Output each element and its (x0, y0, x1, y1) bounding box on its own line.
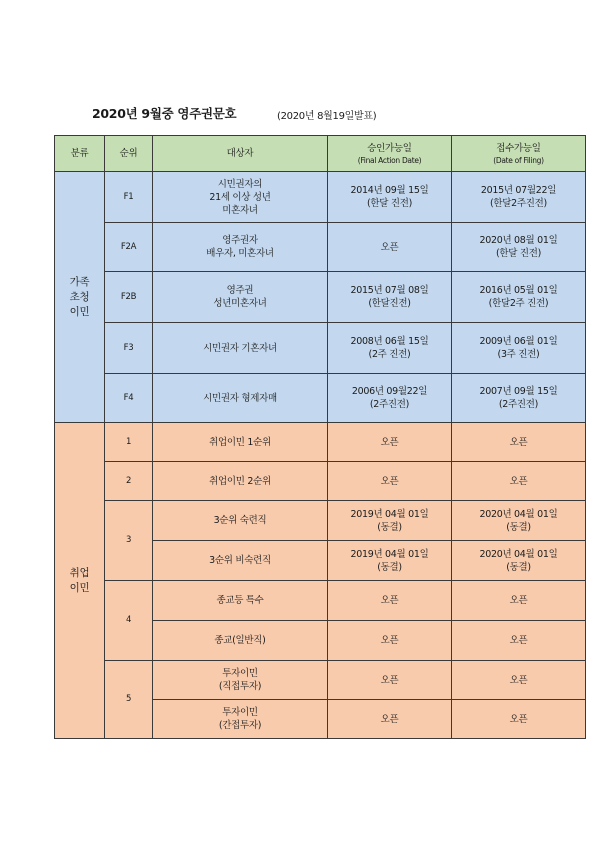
table-row (55, 223, 586, 272)
filing-cell-line: (한달 진전) (495, 248, 542, 259)
header-filing (452, 136, 586, 172)
target-cell (153, 700, 328, 739)
final-action-cell (328, 423, 452, 462)
filing-cell-line: 오픈 (509, 475, 528, 487)
rank-cell-line: F3 (123, 342, 134, 353)
filing-cell (452, 223, 586, 272)
rank-cell-line: 1 (125, 436, 132, 447)
final-action-cell (328, 581, 452, 621)
filing-cell (452, 621, 586, 661)
rank-cell (105, 581, 153, 661)
final-action-cell (328, 223, 452, 272)
rank-cell (105, 462, 153, 501)
filing-cell (452, 661, 586, 700)
filing-cell (452, 541, 586, 581)
target-cell (153, 541, 328, 581)
target-cell-line: 성년미혼자녀 (213, 298, 267, 309)
header-category: 분류 (55, 136, 105, 172)
final-action-cell-line: 2015년 07월 08일 (350, 285, 429, 296)
table-row (55, 501, 586, 541)
target-cell-line: 종교등 특수 (216, 595, 264, 606)
target-cell-line: 3순위 숙련직 (213, 515, 267, 526)
employment-category-cell-line: 취업 (69, 566, 90, 579)
filing-cell-line: 오픈 (509, 436, 528, 448)
target-cell (153, 501, 328, 541)
visa-bulletin-table (54, 135, 586, 739)
final-action-cell-line: 오픈 (380, 241, 399, 253)
filing-cell-line: (3주 진전) (497, 349, 540, 360)
final-action-cell (328, 621, 452, 661)
final-action-cell-line: 2019년 04월 01일 (350, 548, 429, 560)
target-cell (153, 374, 328, 423)
target-cell-line: 투자이민 (222, 707, 258, 718)
filing-cell-line: (동결) (506, 521, 531, 533)
filing-cell-line: (한달2주 진전) (488, 298, 549, 309)
target-cell-line: 투자이민 (222, 668, 258, 679)
rank-cell-line: 2 (125, 475, 132, 486)
table-header-row (55, 136, 586, 172)
rank-cell (105, 172, 153, 223)
rank-cell-line: F2B (120, 291, 137, 302)
filing-cell (452, 272, 586, 323)
target-cell-line: 3순위 비숙련직 (209, 555, 271, 566)
final-action-cell-line: 2006년 09월22일 (351, 386, 428, 397)
header-filing-sub: (Date of Filing) (493, 155, 544, 165)
target-cell-line: 미혼자녀 (222, 204, 258, 216)
table-row (55, 374, 586, 423)
target-cell-line: (직접투자) (218, 681, 262, 692)
filing-cell (452, 501, 586, 541)
filing-cell-line: (한달2주진전) (490, 198, 547, 209)
filing-cell-line: (동결) (506, 561, 531, 573)
final-action-cell (328, 272, 452, 323)
final-action-cell-line: 2019년 04월 01일 (350, 508, 429, 520)
target-cell-line: 종교(일반직) (214, 635, 266, 646)
rank-cell-line: 4 (125, 615, 132, 625)
rank-cell (105, 374, 153, 423)
header-rank: 순위 (105, 136, 153, 172)
announcement-date: (2020년 8월19일발표) (277, 111, 377, 122)
rank-cell (105, 323, 153, 374)
final-action-cell (328, 323, 452, 374)
target-cell (153, 223, 328, 272)
table-row (55, 172, 586, 223)
table-row (55, 581, 586, 621)
rank-cell (105, 223, 153, 272)
rank-cell-line: 5 (125, 694, 132, 704)
final-action-cell-line: (한달진전) (368, 298, 411, 309)
header-final-action (328, 136, 452, 172)
final-action-cell (328, 700, 452, 739)
table-row (55, 661, 586, 700)
filing-cell (452, 374, 586, 423)
document-title: 2020년 9월중 영주권문호 (92, 106, 237, 121)
family-category-cell-line: 초청 (69, 290, 90, 303)
target-cell (153, 423, 328, 462)
final-action-cell (328, 374, 452, 423)
final-action-cell-line: (한달 진전) (366, 198, 413, 209)
rank-cell-line: F2A (120, 241, 137, 252)
final-action-cell (328, 462, 452, 501)
rank-cell-line: 3 (125, 535, 132, 545)
filing-cell-line: 2007년 09월 15일 (479, 386, 558, 397)
filing-cell (452, 462, 586, 501)
final-action-cell-line: 오픈 (380, 635, 399, 646)
filing-cell-line: 2016년 05월 01일 (479, 285, 558, 296)
filing-cell (452, 423, 586, 462)
target-cell-line: 취업이민 1순위 (209, 436, 271, 448)
target-cell (153, 462, 328, 501)
table-row (55, 272, 586, 323)
rank-cell (105, 661, 153, 739)
employment-category-cell-line: 이민 (69, 581, 90, 594)
final-action-cell-line: (동결) (377, 521, 402, 533)
header-final-action-sub: (Final Action Date) (357, 155, 422, 165)
rank-cell (105, 272, 153, 323)
filing-cell-line: (2주진전) (498, 399, 539, 410)
target-cell-line: (간접투자) (218, 720, 262, 731)
final-action-cell-line: (2주진전) (369, 399, 410, 410)
filing-cell-line: 오픈 (509, 713, 528, 725)
final-action-cell-line: 오픈 (380, 475, 399, 487)
filing-cell-line: 오픈 (509, 635, 528, 646)
table-row (55, 462, 586, 501)
final-action-cell-line: (동결) (377, 561, 402, 573)
filing-cell-line: 2015년 07월22일 (480, 185, 557, 196)
rank-cell-line: F4 (123, 392, 134, 403)
final-action-cell-line: 오픈 (380, 713, 399, 725)
filing-cell-line: 2020년 08월 01일 (479, 235, 558, 246)
final-action-cell (328, 172, 452, 223)
target-cell-line: 21세 이상 성년 (209, 191, 271, 203)
family-category-cell-line: 가족 (69, 275, 90, 288)
final-action-cell-line: 2014년 09월 15일 (350, 185, 429, 196)
final-action-cell (328, 661, 452, 700)
header-filing-main: 접수가능일 (496, 142, 541, 154)
target-cell-line: 시민권자 형제자매 (203, 392, 277, 404)
final-action-cell (328, 541, 452, 581)
target-cell (153, 661, 328, 700)
rank-cell (105, 423, 153, 462)
employment-category-cell (55, 423, 105, 739)
rank-cell (105, 501, 153, 581)
filing-cell-line: 오픈 (509, 595, 528, 606)
target-cell (153, 621, 328, 661)
header-target: 대상자 (153, 136, 328, 172)
filing-cell (452, 323, 586, 374)
final-action-cell-line: (2주 진전) (368, 349, 411, 360)
target-cell (153, 581, 328, 621)
final-action-cell-line: 오픈 (380, 674, 399, 686)
target-cell (153, 272, 328, 323)
filing-cell (452, 581, 586, 621)
filing-cell-line: 오픈 (509, 674, 528, 686)
target-cell-line: 영주권자 (222, 235, 258, 246)
target-cell-line: 시민권자의 (217, 178, 263, 190)
table-row (55, 423, 586, 462)
filing-cell-line: 2020년 04월 01일 (479, 508, 558, 520)
rank-cell-line: F1 (123, 191, 134, 202)
filing-cell-line: 2009년 06월 01일 (479, 336, 558, 347)
target-cell-line: 배우자, 미혼자녀 (206, 248, 274, 259)
family-category-cell (55, 172, 105, 423)
header-final-action-main: 승인가능일 (367, 142, 412, 154)
final-action-cell-line: 오픈 (380, 436, 399, 448)
target-cell-line: 시민권자 기혼자녀 (203, 342, 277, 354)
table-row (55, 323, 586, 374)
target-cell-line: 영주권 (226, 285, 254, 296)
target-cell (153, 172, 328, 223)
filing-cell (452, 700, 586, 739)
filing-cell (452, 172, 586, 223)
final-action-cell (328, 501, 452, 541)
filing-cell-line: 2020년 04월 01일 (479, 548, 558, 560)
target-cell-line: 취업이민 2순위 (209, 475, 271, 487)
final-action-cell-line: 오픈 (380, 595, 399, 606)
target-cell (153, 323, 328, 374)
final-action-cell-line: 2008년 06월 15일 (350, 336, 429, 347)
family-category-cell-line: 이민 (69, 305, 90, 318)
